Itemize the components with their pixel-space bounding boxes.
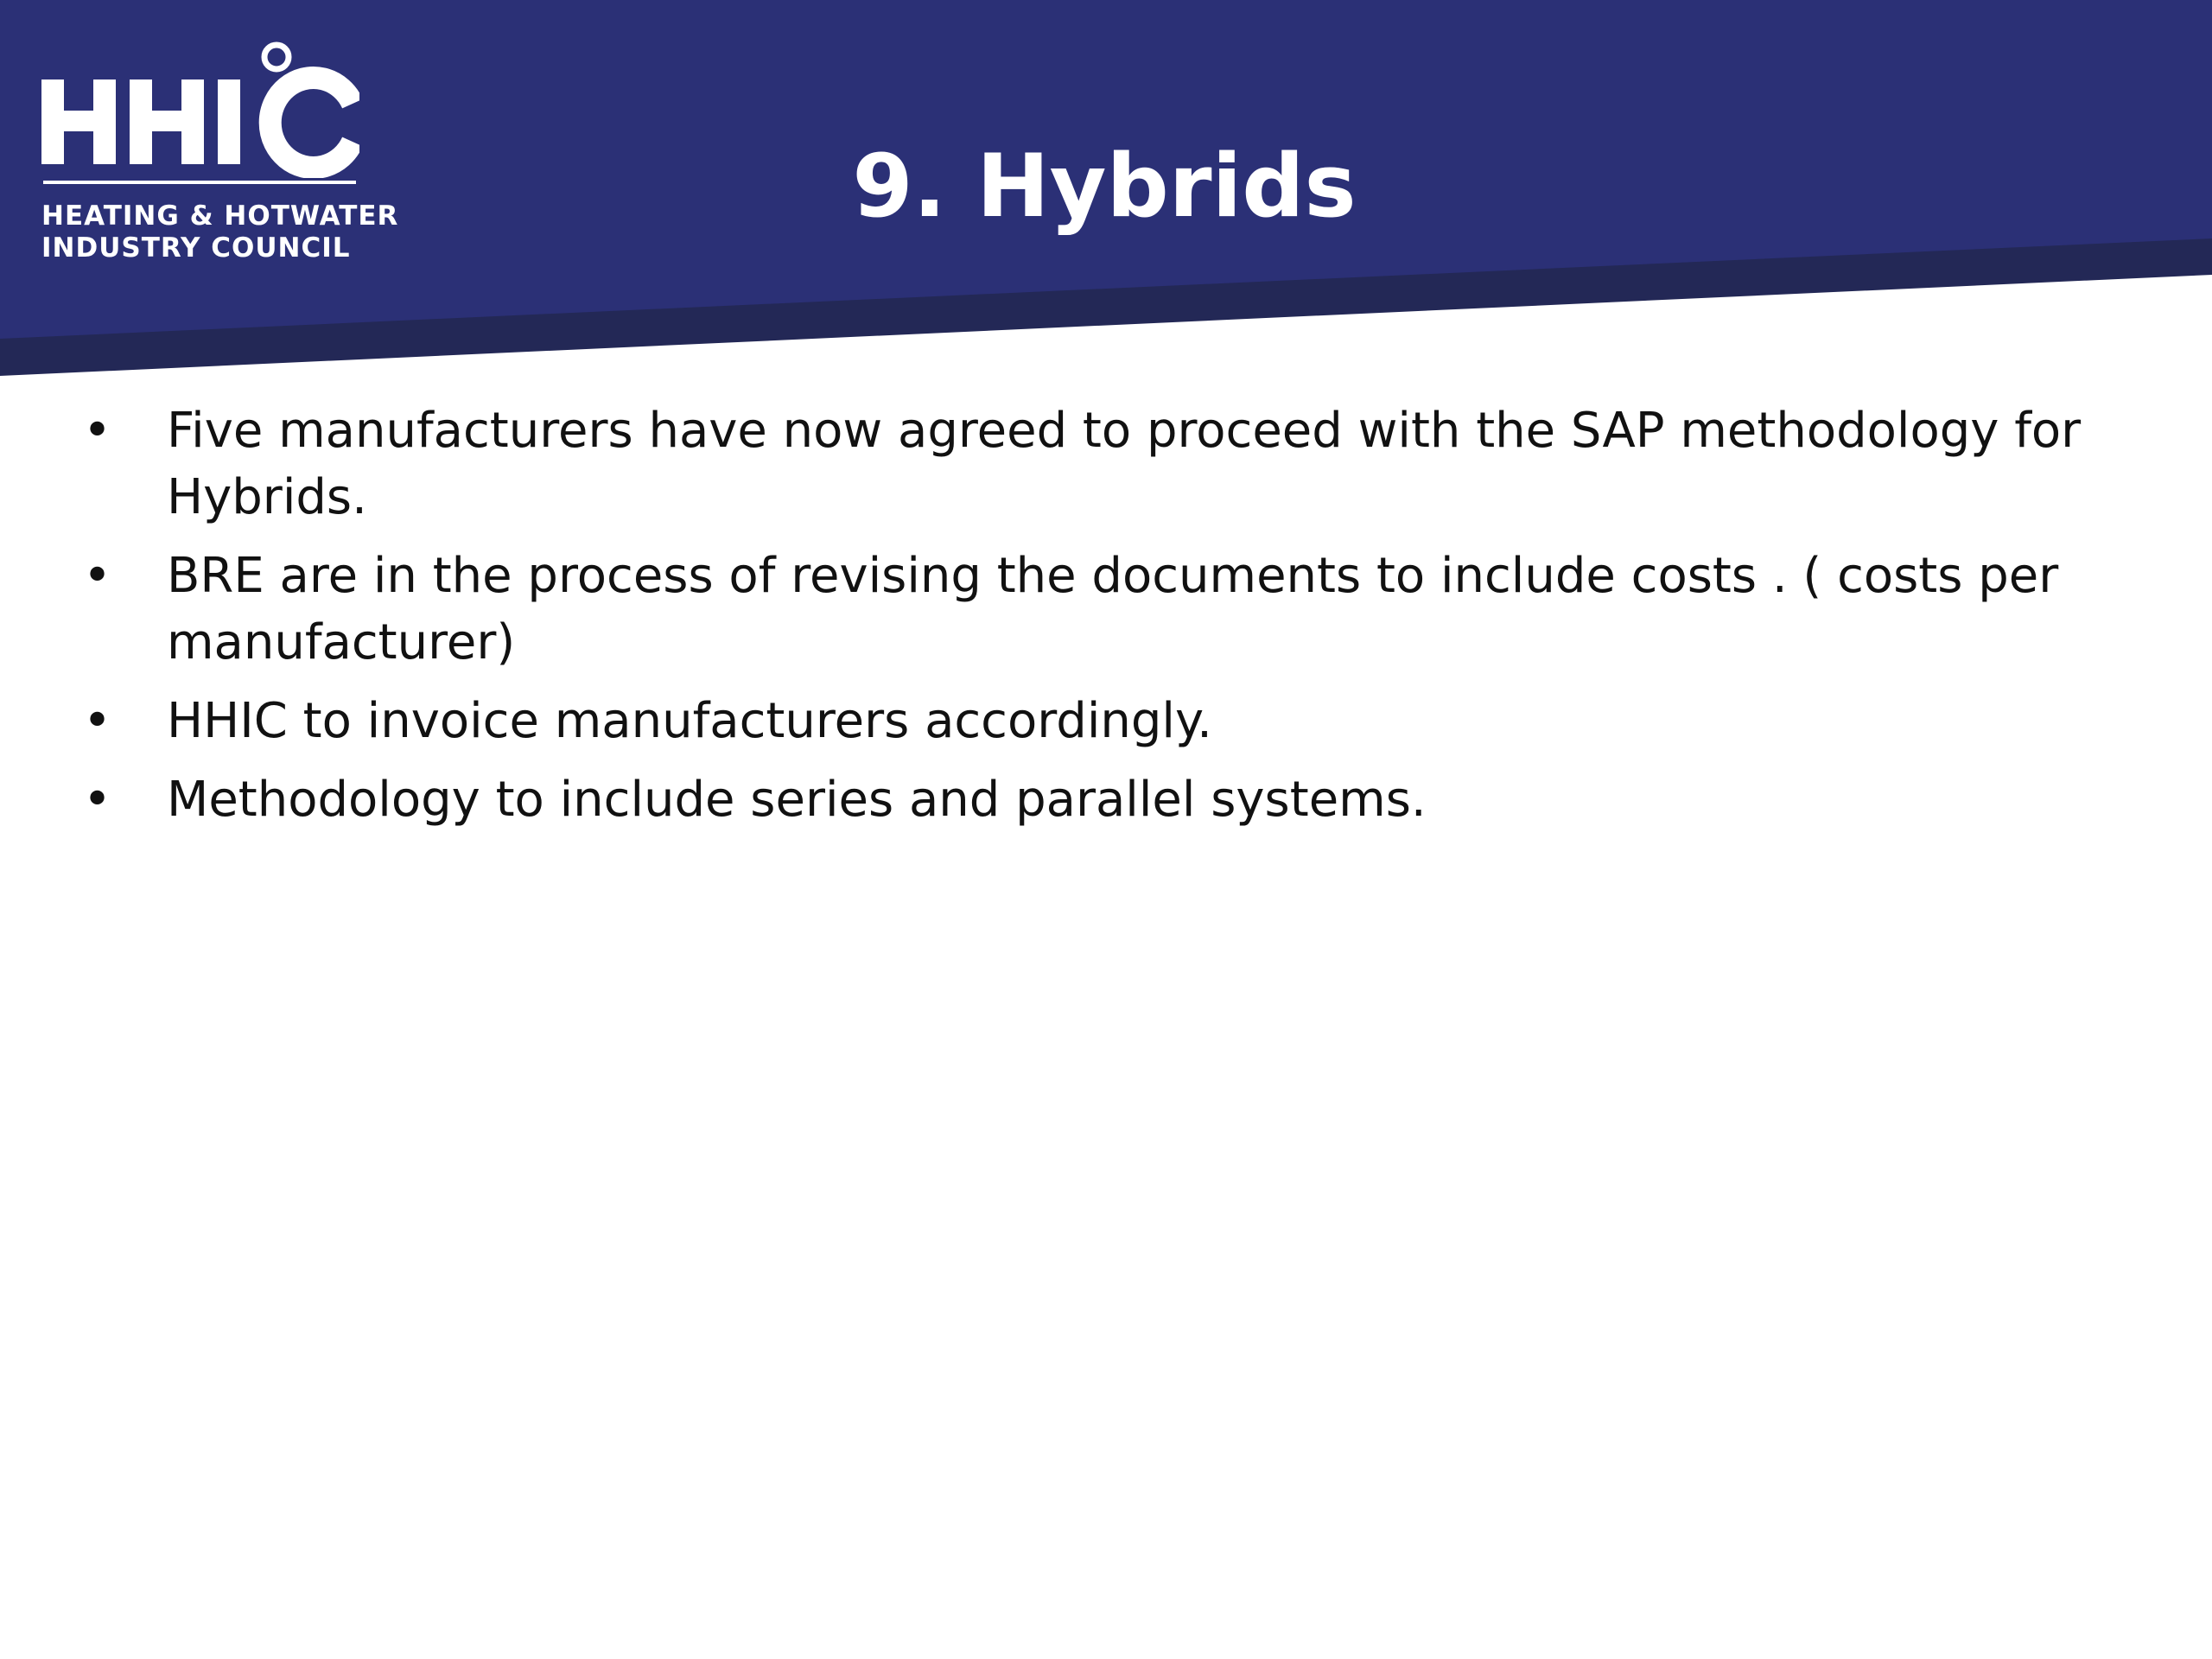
bullet-text: BRE are in the process of revising the documents to include costs . ( costs per manufacturer) bbox=[167, 548, 2059, 671]
bullet-list bbox=[0, 397, 2212, 845]
bullet-text: Five manufacturers have now agreed to proceed with the SAP methodology for Hybrids. bbox=[167, 403, 2082, 525]
bullet-text: HHIC to invoice manufacturers accordingly. bbox=[167, 693, 1212, 749]
bullet-text: Methodology to include series and parallel systems. bbox=[167, 772, 1427, 828]
bullet-item bbox=[0, 688, 2212, 754]
bullet-marker: • bbox=[83, 548, 112, 604]
bullet-item bbox=[0, 766, 2212, 833]
bullet-item bbox=[0, 397, 2212, 531]
logo-tagline-line-1: HEATING & HOTWATER bbox=[41, 200, 399, 232]
slide-title: 9. Hybrids bbox=[852, 135, 1357, 237]
bullet-marker: • bbox=[83, 403, 112, 459]
bullet-marker: • bbox=[83, 693, 112, 749]
bullet-item bbox=[0, 543, 2212, 676]
logo-tagline-line-2: INDUSTRY COUNCIL bbox=[41, 232, 351, 264]
bullet-marker: • bbox=[83, 772, 112, 828]
